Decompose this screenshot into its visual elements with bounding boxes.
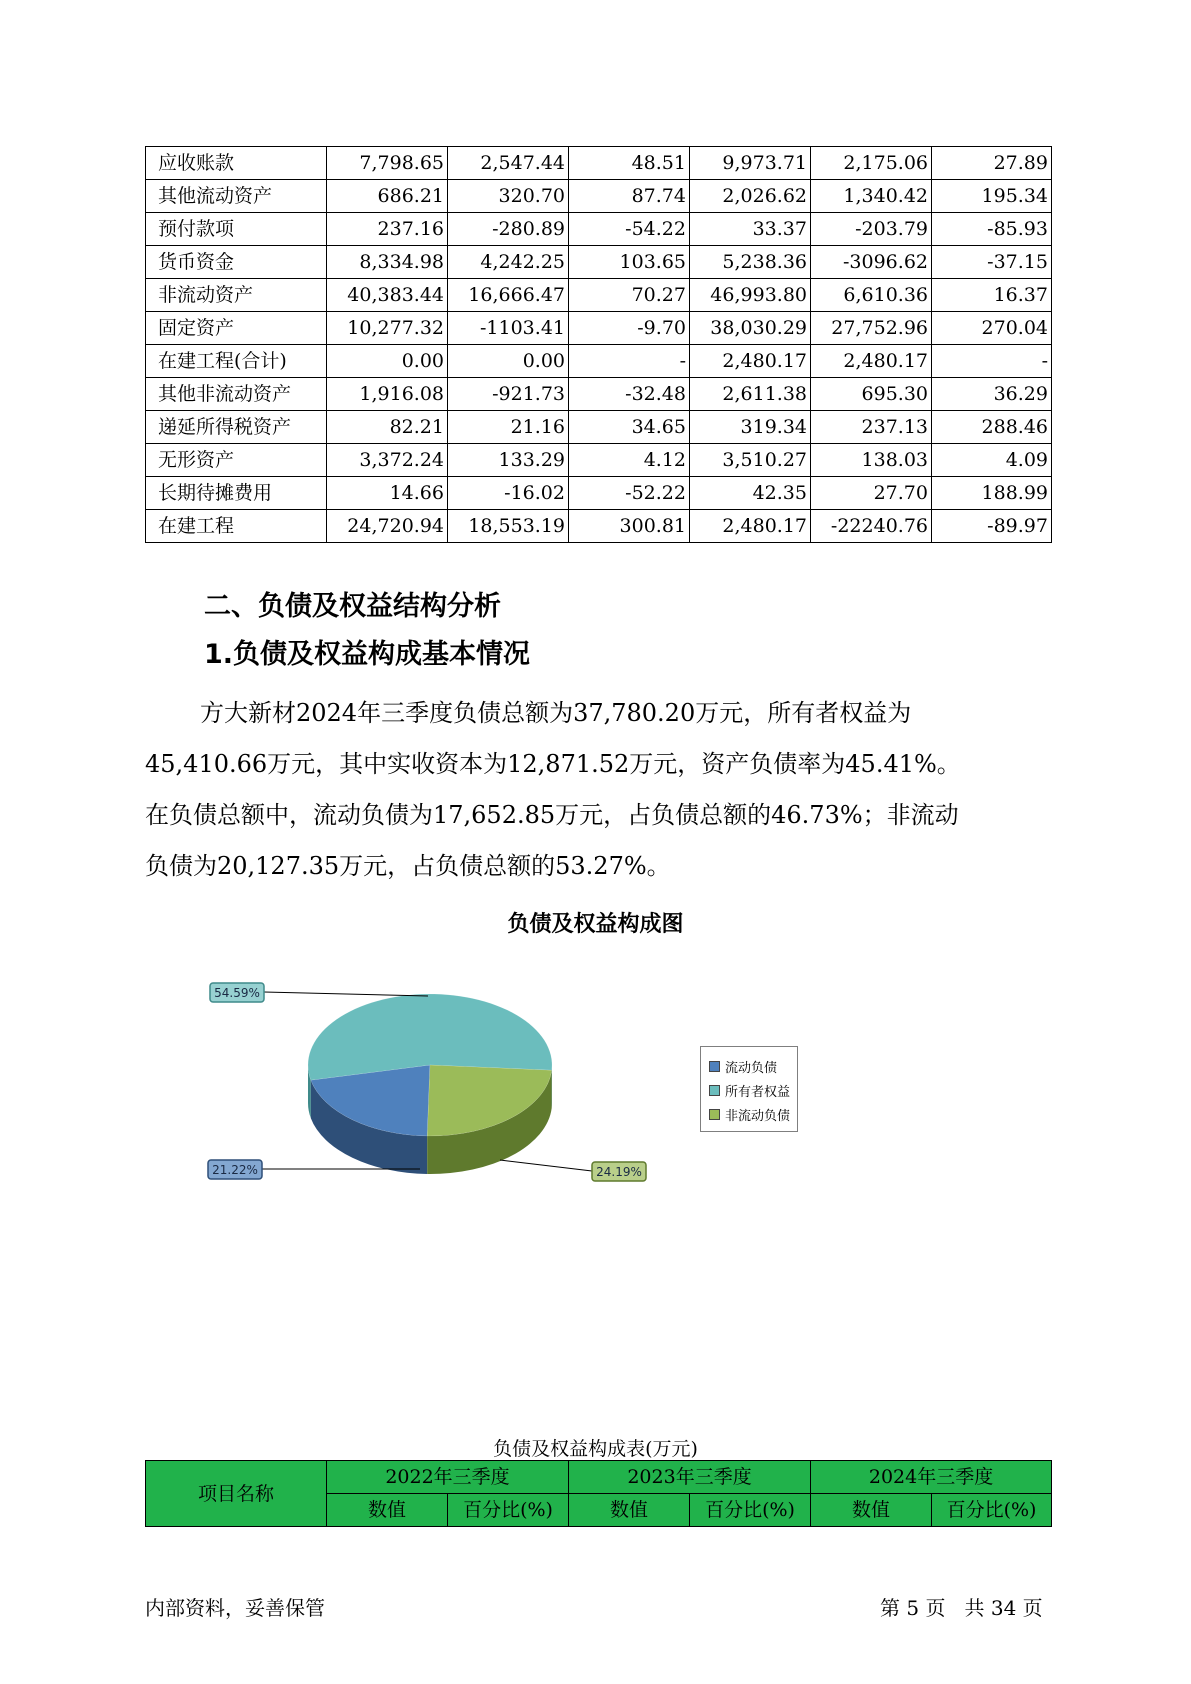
sub-heading: 1.负债及权益构成基本情况 [204, 639, 531, 670]
value-cell: 16.37 [932, 279, 1052, 312]
value-cell: 33.37 [690, 213, 811, 246]
value-cell: 34.65 [569, 411, 690, 444]
value-cell: 87.74 [569, 180, 690, 213]
value-cell: 5,238.36 [690, 246, 811, 279]
value-cell: 4.12 [569, 444, 690, 477]
value-cell: -85.93 [932, 213, 1052, 246]
row-name-cell: 其他非流动资产 [146, 378, 327, 411]
legend-swatch [709, 1085, 720, 1096]
value-cell: 3,510.27 [690, 444, 811, 477]
value-cell: 2,547.44 [448, 147, 569, 180]
value-cell: 38,030.29 [690, 312, 811, 345]
value-cell: -16.02 [448, 477, 569, 510]
value-cell: 16,666.47 [448, 279, 569, 312]
paragraph-line: 在负债总额中，流动负债为17,652.85万元，占负债总额的46.73%；非流动 [145, 801, 959, 829]
value-cell: 4.09 [932, 444, 1052, 477]
value-cell: - [569, 345, 690, 378]
value-cell: 288.46 [932, 411, 1052, 444]
value-cell: 686.21 [327, 180, 448, 213]
legend-swatch [709, 1061, 720, 1072]
item-name-header: 项目名称 [146, 1461, 327, 1527]
value-header: 数值 [569, 1494, 690, 1527]
value-cell: 82.21 [327, 411, 448, 444]
value-cell: 9,973.71 [690, 147, 811, 180]
value-cell: 237.16 [327, 213, 448, 246]
row-name-cell: 非流动资产 [146, 279, 327, 312]
value-cell: 2,611.38 [690, 378, 811, 411]
value-cell: - [932, 345, 1052, 378]
value-cell: 10,277.32 [327, 312, 448, 345]
row-name-cell: 其他流动资产 [146, 180, 327, 213]
section-heading: 二、负债及权益结构分析 [204, 591, 501, 622]
value-cell: -280.89 [448, 213, 569, 246]
paragraph-line: 方大新材2024年三季度负债总额为37,780.20万元，所有者权益为 [200, 699, 912, 727]
paragraph-line: 负债为20,127.35万元，占负债总额的53.27%。 [145, 852, 671, 880]
value-cell: 42.35 [690, 477, 811, 510]
value-cell: 8,334.98 [327, 246, 448, 279]
value-cell: -921.73 [448, 378, 569, 411]
value-cell: -54.22 [569, 213, 690, 246]
value-cell: -52.22 [569, 477, 690, 510]
value-cell: 14.66 [327, 477, 448, 510]
period-header: 2024年三季度 [811, 1461, 1052, 1494]
value-cell: 27.70 [811, 477, 932, 510]
pie-leader-line [264, 992, 428, 996]
paragraph-line: 45,410.66万元，其中实收资本为12,871.52万元，资产负债率为45.41%。 [145, 750, 961, 778]
pie-leader-line [500, 1160, 592, 1171]
legend-item [709, 1055, 797, 1077]
value-cell: 2,480.17 [811, 345, 932, 378]
legend-item [709, 1103, 797, 1125]
legend-label: 流动负债 [725, 1060, 778, 1076]
row-name-cell: 递延所得税资产 [146, 411, 327, 444]
value-cell: 319.34 [690, 411, 811, 444]
value-cell: 103.65 [569, 246, 690, 279]
value-header: 数值 [811, 1494, 932, 1527]
percent-header: 百分比(%) [932, 1494, 1052, 1527]
value-cell: 195.34 [932, 180, 1052, 213]
value-cell: -32.48 [569, 378, 690, 411]
value-cell: 270.04 [932, 312, 1052, 345]
row-name-cell: 固定资产 [146, 312, 327, 345]
percent-header: 百分比(%) [690, 1494, 811, 1527]
row-name-cell: 应收账款 [146, 147, 327, 180]
value-cell: 6,610.36 [811, 279, 932, 312]
footer-page-number: 第 5 页 共 34 页 [880, 1596, 1043, 1620]
footer-confidential-note: 内部资料，妥善保管 [145, 1596, 325, 1620]
value-cell: 27.89 [932, 147, 1052, 180]
value-cell: 2,175.06 [811, 147, 932, 180]
value-cell: 2,480.17 [690, 510, 811, 543]
value-cell: 4,242.25 [448, 246, 569, 279]
data-label-text: 21.22% [212, 1163, 258, 1177]
value-cell: -37.15 [932, 246, 1052, 279]
value-header: 数值 [327, 1494, 448, 1527]
value-cell: 1,340.42 [811, 180, 932, 213]
value-cell: 695.30 [811, 378, 932, 411]
chart-legend [700, 1046, 798, 1132]
value-cell: 46,993.80 [690, 279, 811, 312]
value-cell: -3096.62 [811, 246, 932, 279]
pie-data-label [210, 983, 264, 1002]
pie-data-label [592, 1162, 646, 1181]
value-cell: 2,480.17 [690, 345, 811, 378]
value-cell: 7,798.65 [327, 147, 448, 180]
row-name-cell: 长期待摊费用 [146, 477, 327, 510]
value-cell: -1103.41 [448, 312, 569, 345]
period-header: 2023年三季度 [569, 1461, 811, 1494]
value-cell: -9.70 [569, 312, 690, 345]
value-cell: 2,026.62 [690, 180, 811, 213]
value-cell: 0.00 [448, 345, 569, 378]
value-cell: 27,752.96 [811, 312, 932, 345]
value-cell: 0.00 [327, 345, 448, 378]
row-name-cell: 预付款项 [146, 213, 327, 246]
value-cell: 188.99 [932, 477, 1052, 510]
value-cell: 40,383.44 [327, 279, 448, 312]
value-cell: 21.16 [448, 411, 569, 444]
value-cell: 320.70 [448, 180, 569, 213]
data-label-text: 54.59% [214, 986, 260, 1000]
value-cell: 70.27 [569, 279, 690, 312]
row-name-cell: 在建工程(合计) [146, 345, 327, 378]
value-cell: 3,372.24 [327, 444, 448, 477]
value-cell: 36.29 [932, 378, 1052, 411]
legend-label: 所有者权益 [725, 1084, 791, 1100]
period-header: 2022年三季度 [327, 1461, 569, 1494]
row-name-cell: 在建工程 [146, 510, 327, 543]
legend-swatch [709, 1109, 720, 1120]
data-label-text: 24.19% [596, 1165, 642, 1179]
value-cell: 133.29 [448, 444, 569, 477]
liability-table [145, 1460, 1052, 1527]
row-name-cell: 无形资产 [146, 444, 327, 477]
chart-title: 负债及权益构成图 [507, 912, 684, 937]
value-cell: 138.03 [811, 444, 932, 477]
table-header-row [146, 1461, 1052, 1494]
value-cell: 1,916.08 [327, 378, 448, 411]
value-cell: 237.13 [811, 411, 932, 444]
value-cell: 300.81 [569, 510, 690, 543]
percent-header: 百分比(%) [448, 1494, 569, 1527]
value-cell: 18,553.19 [448, 510, 569, 543]
value-cell: -203.79 [811, 213, 932, 246]
table-caption: 负债及权益构成表(万元) [493, 1438, 698, 1460]
value-cell: 48.51 [569, 147, 690, 180]
legend-item [709, 1079, 797, 1101]
value-cell: 24,720.94 [327, 510, 448, 543]
legend-label: 非流动负债 [725, 1108, 791, 1124]
value-cell: -89.97 [932, 510, 1052, 543]
value-cell: -22240.76 [811, 510, 932, 543]
pie-data-label [208, 1160, 262, 1179]
row-name-cell: 货币资金 [146, 246, 327, 279]
